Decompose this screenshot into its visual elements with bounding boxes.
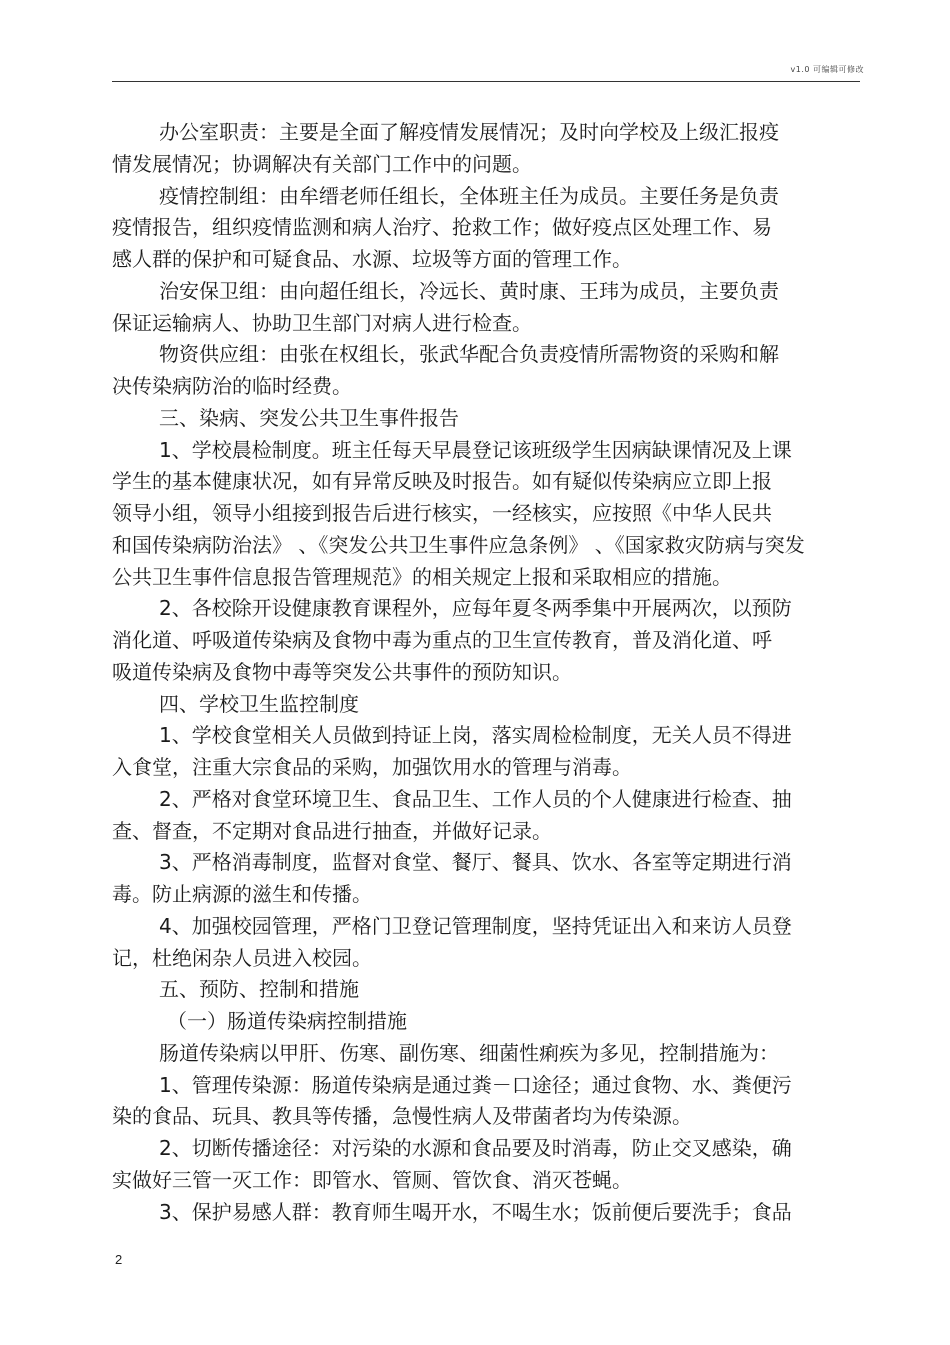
text-line: 染的食品、玩具、教具等传播，急慢性病人及带菌者均为传染源。 [112,1104,692,1129]
text-line: 1、管理传染源：肠道传染病是通过粪－口途径；通过食物、水、粪便污 [159,1072,792,1097]
text-line: 毒。防止病源的滋生和传播。 [112,882,372,906]
text-line: 公共卫生事件信息报告管理规范》的相关规定上报和采取相应的措施。 [112,564,732,589]
text-line: 2、各校除开设健康教育课程外，应每年夏冬两季集中开展两次，以预防 [159,596,792,621]
text-line: 感人群的保护和可疑食品、水源、垃圾等方面的管理工作。 [112,247,632,271]
text-line: 疫情控制组：由牟缙老师任组长，全体班主任为成员。主要任务是负责 [159,183,779,208]
text-line: 疫情报告，组织疫情监测和病人治疗、抢救工作；做好疫点区处理工作、易 [112,215,772,240]
text-line: 物资供应组：由张在权组长，张武华配合负责疫情所需物资的采购和解 [159,342,779,367]
text-line: 实做好三管一灭工作：即管水、管厕、管饮食、消灭苍蝇。 [112,1167,632,1192]
text-line: 2、切断传播途径：对污染的水源和食品要及时消毒，防止交叉感染，确 [159,1136,792,1160]
text-line: 吸道传染病及食物中毒等突发公共事件的预防知识。 [112,659,572,684]
text-line: 4、加强校园管理，严格门卫登记管理制度，坚持凭证出入和来访人员登 [159,913,792,938]
text-line: 记，杜绝闲杂人员进入校园。 [112,945,372,970]
text-line: 入食堂，注重大宗食品的采购，加强饮用水的管理与消毒。 [112,755,632,779]
text-line: 保证运输病人、协助卫生部门对病人进行检查。 [112,310,532,335]
text-line: 情发展情况；协调解决有关部门工作中的问题。 [112,151,532,176]
text-line: 决传染病防治的临时经费。 [112,374,352,398]
text-line: 3、严格消毒制度，监督对食堂、餐厅、餐具、饮水、各室等定期进行消 [159,850,792,875]
text-line: 消化道、呼吸道传染病及食物中毒为重点的卫生宣传教育，普及消化道、呼 [112,628,772,652]
text-line: 学生的基本健康状况，如有异常反映及时报告。如有疑似传染病应立即上报 [112,469,772,494]
text-line: 3、保护易感人群：教育师生喝开水，不喝生水；饭前便后要洗手；食品 [159,1199,792,1224]
text-line: 1、学校食堂相关人员做到持证上岗，落实周检检制度，无关人员不得进 [159,723,792,748]
document-body [112,117,822,1228]
text-line: 2、严格对食堂环境卫生、食品卫生、工作人员的个人健康进行检查、抽 [159,786,792,811]
text-line: 办公室职责：主要是全面了解疫情发展情况；及时向学校及上级汇报疫 [159,120,779,144]
version-tag: v1.0 可编辑可修改 [790,65,864,74]
text-line: 1、学校晨检制度。班主任每天早晨登记该班级学生因病缺课情况及上课 [159,437,792,462]
header-divider [112,81,860,82]
text-line: 查、督查，不定期对食品进行抽查，并做好记录。 [112,818,552,843]
text-line: 五、预防、控制和措施 [159,977,359,1002]
text-line: 领导小组，领导小组接到报告后进行核实，一经核实，应按照《中华人民共 [112,501,772,525]
text-line: （一）肠道传染病控制措施 [167,1009,407,1033]
page-number: 2 [115,1252,123,1267]
text-line: 和国传染病防治法》 、《突发公共卫生事件应急条例》 、《国家救灾防病与突发 [112,532,805,557]
text-line: 四、学校卫生监控制度 [159,691,359,716]
text-line: 治安保卫组：由向超任组长，冷远长、黄时康、王玮为成员，主要负责 [159,278,779,303]
text-line: 肠道传染病以甲肝、伤寒、副伤寒、细菌性痢疾为多见，控制措施为： [159,1040,779,1065]
text-line: 三、染病、突发公共卫生事件报告 [159,405,459,430]
